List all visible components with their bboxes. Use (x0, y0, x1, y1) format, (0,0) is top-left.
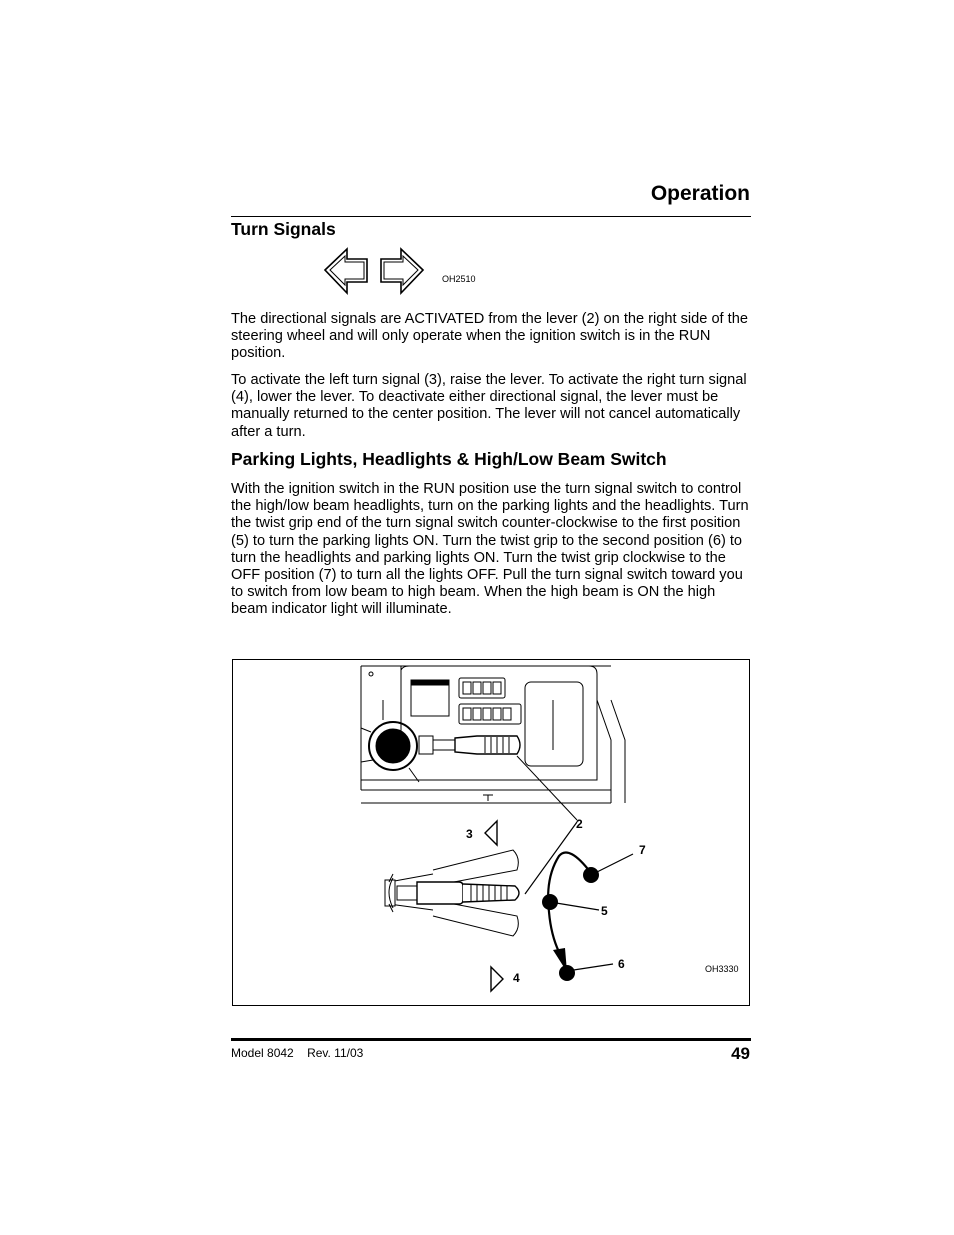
callout-5: 5 (601, 904, 608, 918)
footer-model-info (231, 1046, 373, 1060)
callout-6: 6 (618, 957, 625, 971)
footer-model: Model 8042 (231, 1046, 294, 1060)
figure-code-oh3330: OH3330 (705, 964, 739, 974)
position-5-dot (542, 894, 558, 910)
footer-rule (231, 1038, 751, 1041)
leader-lines (525, 822, 633, 971)
left-turn-indicator-icon (485, 821, 497, 845)
lever-detail-illustration (385, 850, 519, 936)
position-6-dot (559, 965, 575, 981)
right-arrow-icon (381, 249, 423, 293)
left-arrow-icon (325, 249, 367, 293)
right-turn-indicator-icon (491, 967, 503, 991)
switch-panel-top (459, 678, 505, 698)
paragraph-turn-2: To activate the left turn signal (3), raise the lever. To activate the right turn signal (4), lower the lever. To deactivate either directional signal, the lever must be manually returned to the center position. The lever will not cancel automatically after a turn. (231, 372, 747, 440)
page-number: 49 (731, 1044, 750, 1063)
figure-code-oh2510: OH2510 (442, 274, 476, 284)
paragraph-turn-1: The directional signals are ACTIVATED from the lever (2) on the right side of the steering wheel and will only operate when the ignition switch is in the RUN position. (231, 311, 748, 362)
turn-signal-arrows-figure (320, 246, 520, 303)
paragraph-parking: With the ignition switch in the RUN position use the turn signal switch to control the high/low beam headlights, turn on the parking lights and the headlights. Turn the twist grip end of the turn signal switch counter-clockwise to the first position (5) to turn the parking lights ON. Turn the twist grip to the second position (6) to turn the headlights and parking lights ON. Turn the twist grip clockwise to the OFF position (7) to turn all the lights OFF. Pull the turn signal switch toward you to switch from low beam to high beam. When the high beam is ON the high beam indicator light will illuminate. (231, 481, 749, 618)
lever-diagram-figure (232, 659, 750, 1006)
callout-4: 4 (513, 971, 520, 985)
callout-3: 3 (466, 827, 473, 841)
position-7-dot (583, 867, 599, 883)
header-rule (231, 216, 751, 217)
chapter-title: Operation (650, 182, 750, 205)
section-heading-turn-signals: Turn Signals (231, 219, 336, 239)
section-heading-parking-lights: Parking Lights, Headlights & High/Low Beam Switch (231, 449, 667, 469)
callout-2: 2 (576, 817, 583, 831)
switch-panel-bottom (459, 704, 521, 724)
dashboard-illustration (361, 666, 625, 820)
callout-7: 7 (639, 843, 646, 857)
footer-revision: Rev. 11/03 (307, 1046, 364, 1060)
